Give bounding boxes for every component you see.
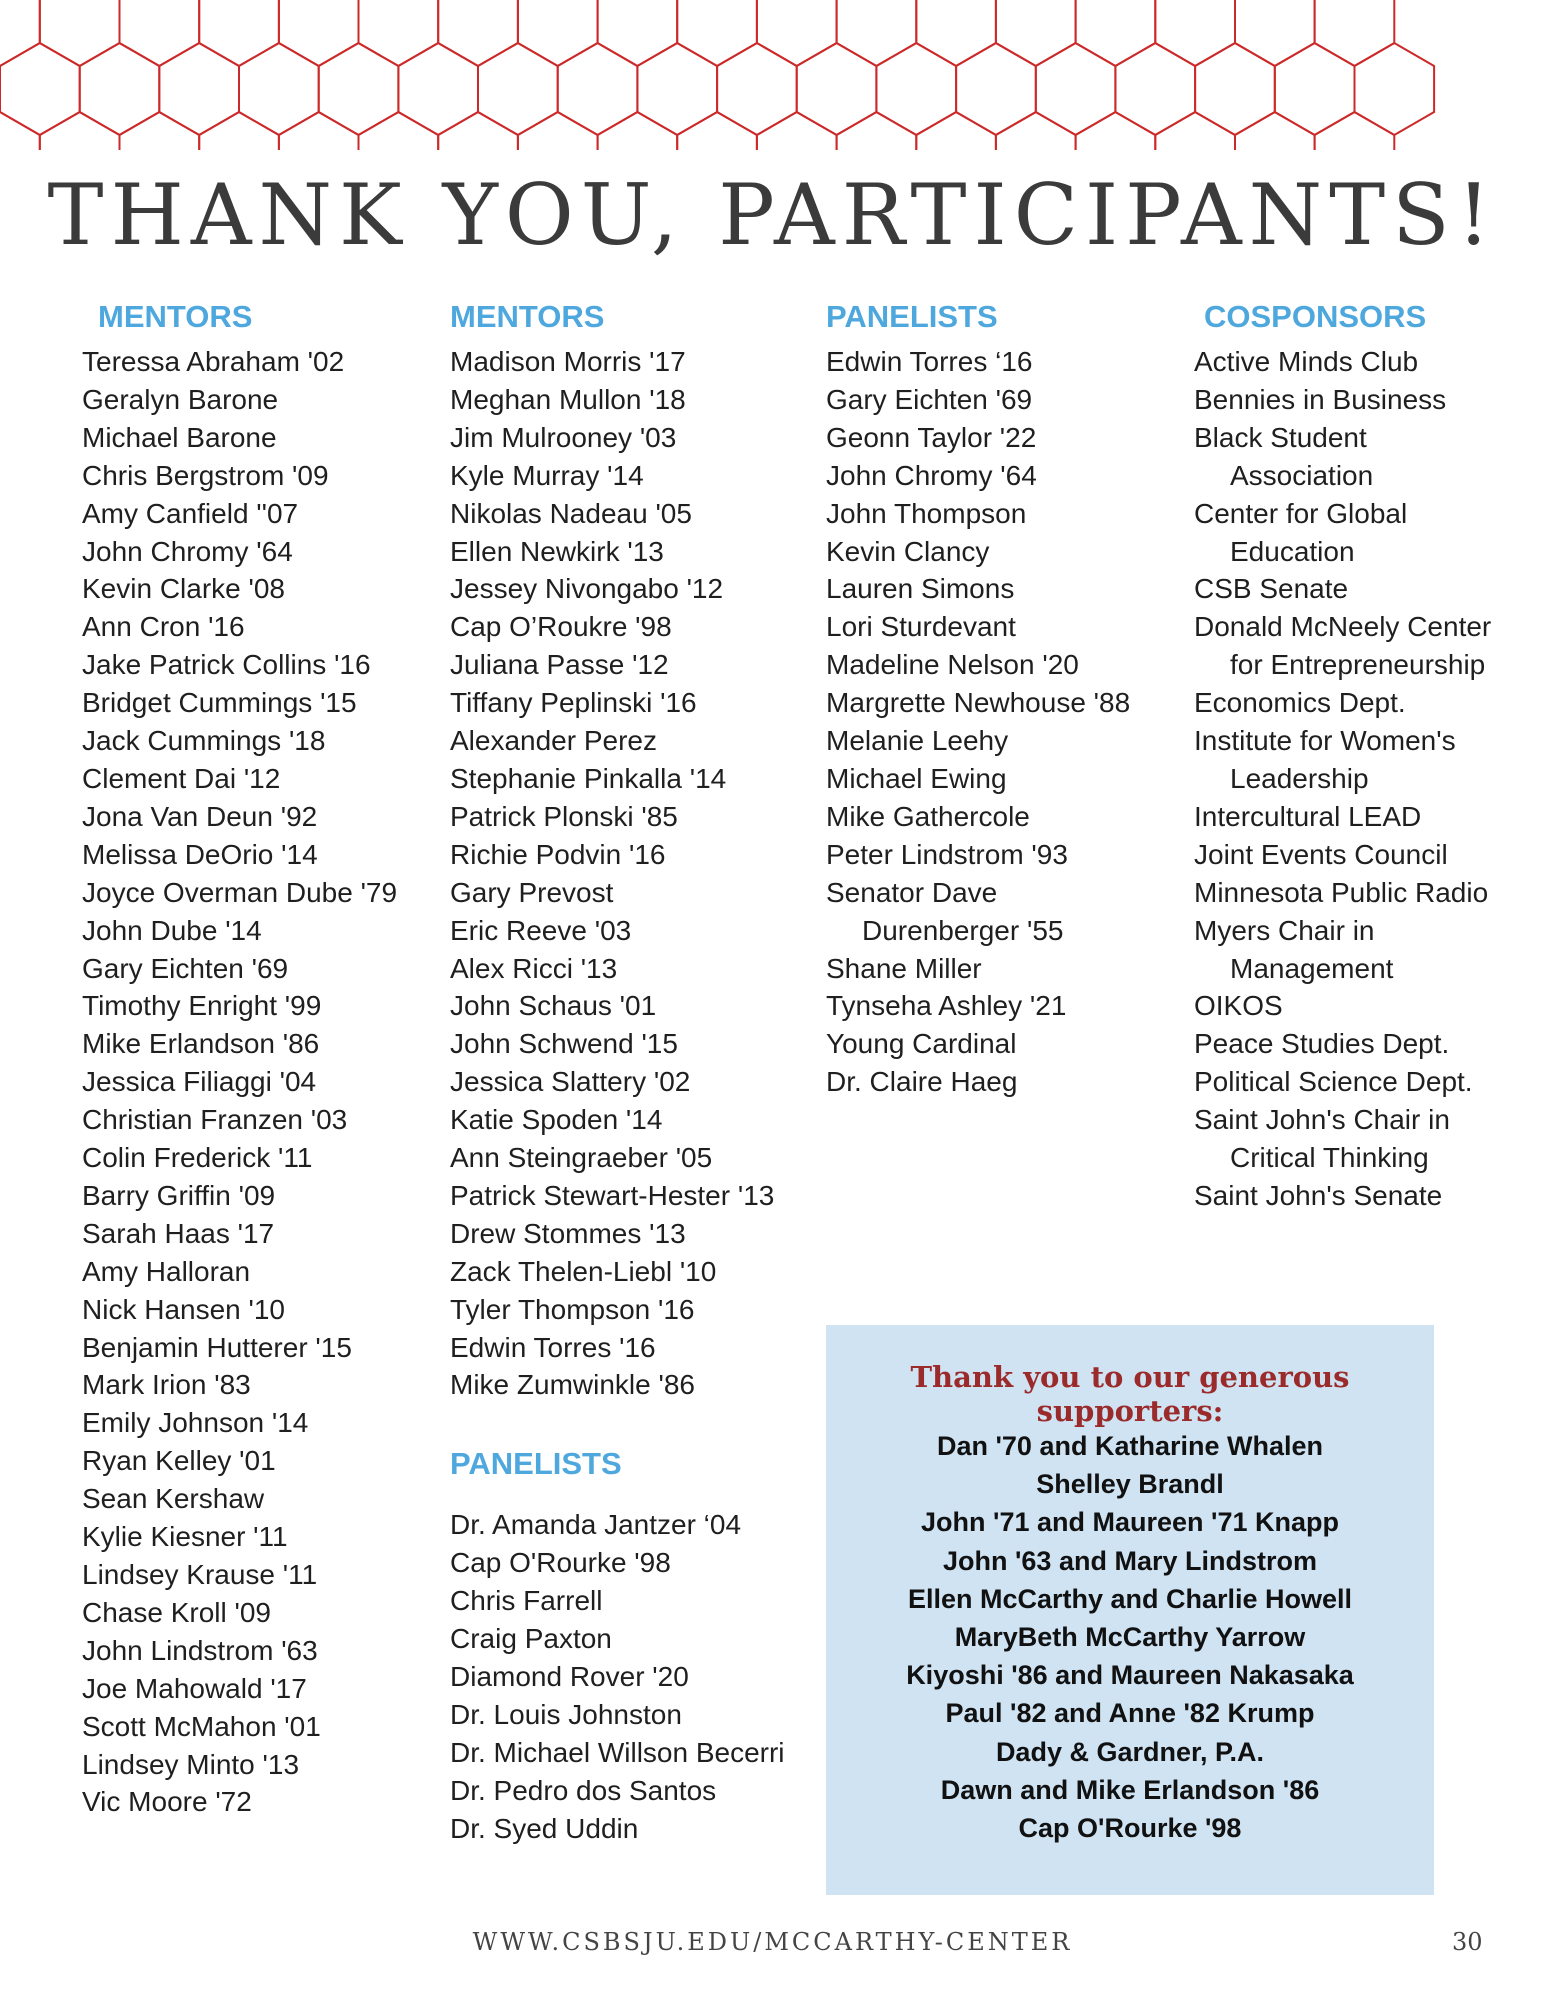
list-item: Jessey Nivongabo '12 xyxy=(450,573,724,605)
list-item: Craig Paxton xyxy=(450,1623,612,1655)
mentors-column-2 xyxy=(450,297,785,1848)
list-item: Gary Eichten '69 xyxy=(82,952,289,984)
hexagon-shape xyxy=(916,0,996,66)
list-item: MaryBeth McCarthy Yarrow xyxy=(954,1622,1306,1653)
panelists-list-2 xyxy=(450,1506,785,1847)
list-item: Alexander Perez xyxy=(450,725,658,757)
list-item: Teressa Abraham '02 xyxy=(82,346,345,377)
list-item: CSB Senate xyxy=(1194,573,1349,605)
hexagon-shape xyxy=(478,43,558,135)
hexagon-shape xyxy=(0,43,80,135)
hexagon-shape xyxy=(996,0,1076,66)
hexagon-shape xyxy=(956,43,1036,135)
list-item: Dady & Gardner, P.A. xyxy=(995,1736,1265,1767)
hexagon-shape xyxy=(757,0,837,66)
list-item: Lauren Simons xyxy=(826,573,1015,605)
list-item: Drew Stommes '13 xyxy=(450,1217,686,1249)
list-item: Kiyoshi '86 and Maureen Nakasaka xyxy=(906,1660,1354,1691)
page-title: THANK YOU, PARTICIPANTS! xyxy=(47,166,1498,264)
hexagon-shape xyxy=(319,43,399,135)
list-item: Kevin Clancy xyxy=(826,535,990,567)
list-item: Saint John's Senate xyxy=(1194,1179,1443,1211)
hexagon-shape xyxy=(837,0,917,66)
list-item: for Entrepreneurship xyxy=(1230,649,1486,681)
list-item: Young Cardinal xyxy=(826,1028,1017,1060)
list-item: Chase Kroll '09 xyxy=(82,1596,271,1628)
list-item: Saint John's Chair in xyxy=(1194,1104,1450,1136)
list-item: Shane Miller xyxy=(826,952,982,984)
list-item: Nick Hansen '10 xyxy=(82,1293,285,1325)
hexagon-shape xyxy=(717,43,797,135)
mentors-list-2 xyxy=(450,343,785,1404)
list-item: OIKOS xyxy=(1194,990,1283,1022)
list-item: Cap O'Rourke '98 xyxy=(450,1547,671,1579)
list-item: Active Minds Club xyxy=(1194,346,1419,377)
list-item: Black Student xyxy=(1194,421,1367,453)
list-item: Mike Gathercole xyxy=(826,800,1030,832)
list-item: Dr. Claire Haeg xyxy=(826,1066,1018,1098)
hexagon-shape xyxy=(159,43,239,135)
mentors-list-1 xyxy=(82,343,397,1821)
list-item: John Thompson xyxy=(826,497,1027,529)
hexagon-shape xyxy=(0,0,40,66)
hexagon-shape xyxy=(1115,43,1195,135)
hexagon-shape xyxy=(518,0,598,66)
list-item: Ellen McCarthy and Charlie Howell xyxy=(907,1583,1353,1614)
list-item: Mike Erlandson '86 xyxy=(82,1028,320,1060)
mentors-heading-2: MENTORS xyxy=(450,299,605,334)
list-item: Donald McNeely Center xyxy=(1194,611,1492,643)
list-item: Tynseha Ashley '21 xyxy=(826,990,1067,1022)
list-item: Ann Steingraeber '05 xyxy=(450,1142,713,1174)
list-item: Clement Dai '12 xyxy=(82,762,281,794)
list-item: John '63 and Mary Lindstrom xyxy=(943,1545,1317,1576)
list-item: Zack Thelen-Liebl '10 xyxy=(450,1255,717,1287)
footer-url[interactable]: WWW.CSBSJU.EDU/MCCARTHY-CENTER xyxy=(472,1928,1073,1956)
hexagon-shape xyxy=(1076,0,1156,66)
list-item: Dr. Amanda Jantzer ‘04 xyxy=(450,1509,742,1541)
hexagon-pattern xyxy=(0,0,1545,170)
list-item: Stephanie Pinkalla '14 xyxy=(450,762,727,794)
list-item: Juliana Passe '12 xyxy=(450,649,669,681)
hexagon-shape xyxy=(279,0,359,66)
list-item: Ryan Kelley '01 xyxy=(82,1445,276,1477)
hexagon-shape xyxy=(40,0,120,66)
list-item: Chris Farrell xyxy=(450,1585,603,1617)
list-item: John Schwend '15 xyxy=(450,1028,678,1060)
hexagon-shape xyxy=(438,0,518,66)
list-item: Mike Zumwinkle '86 xyxy=(450,1369,695,1401)
list-item: Dr. Pedro dos Santos xyxy=(450,1774,717,1806)
list-item: Diamond Rover '20 xyxy=(450,1661,689,1692)
hexagon-shape xyxy=(1155,0,1235,66)
list-item: Association xyxy=(1230,459,1374,491)
list-item: Emily Johnson '14 xyxy=(82,1407,309,1439)
list-item: Ann Cron '16 xyxy=(82,611,245,643)
supporters-title: Thank you to our generous supporters: xyxy=(910,1360,1350,1428)
hexagon-shape xyxy=(637,43,717,135)
page-number: 30 xyxy=(1452,1928,1483,1956)
list-item: John Dube '14 xyxy=(82,914,262,946)
list-item: Richie Podvin '16 xyxy=(450,838,666,870)
list-item: Ellen Newkirk '13 xyxy=(450,535,664,567)
list-item: Scott McMahon '01 xyxy=(82,1710,321,1742)
list-item: Margrette Newhouse '88 xyxy=(826,687,1131,719)
list-item: Dan '70 and Katharine Whalen xyxy=(936,1431,1323,1461)
list-item: Barry Griffin '09 xyxy=(82,1179,276,1211)
list-item: Chris Bergstrom '09 xyxy=(82,459,329,491)
list-item: Kylie Kiesner '11 xyxy=(82,1521,288,1553)
list-item: Geralyn Barone xyxy=(82,383,279,415)
list-item: Lori Sturdevant xyxy=(826,611,1016,643)
list-item: Christian Franzen '03 xyxy=(82,1104,348,1136)
list-item: Eric Reeve '03 xyxy=(450,914,632,946)
list-item: Minnesota Public Radio xyxy=(1194,876,1489,908)
list-item: Senator Dave xyxy=(826,876,998,908)
list-item: Paul '82 and Anne '82 Krump xyxy=(945,1698,1315,1729)
list-item: Patrick Stewart-Hester '13 xyxy=(450,1179,775,1211)
list-item: Michael Ewing xyxy=(826,762,1007,794)
cosponsors-list xyxy=(1194,343,1491,1215)
list-item: Dr. Louis Johnston xyxy=(450,1698,682,1730)
list-item: Jake Patrick Collins '16 xyxy=(82,649,371,681)
hexagon-shape xyxy=(797,43,877,135)
hexagon-shape xyxy=(199,0,279,66)
list-item: Myers Chair in xyxy=(1194,914,1375,946)
supporters-list xyxy=(826,1427,1434,1847)
list-item: John Chromy '64 xyxy=(82,535,293,567)
list-item: Melissa DeOrio '14 xyxy=(82,838,318,870)
list-item: Edwin Torres '16 xyxy=(450,1331,656,1363)
list-item: Leadership xyxy=(1230,762,1369,794)
list-item: Dr. Michael Willson Becerri xyxy=(450,1736,785,1768)
list-item: Patrick Plonski '85 xyxy=(450,800,678,832)
hexagon-shape xyxy=(558,43,638,135)
panelists-heading-2: PANELISTS xyxy=(450,1446,622,1482)
list-item: Melanie Leehy xyxy=(826,725,1009,757)
list-item: Bennies in Business xyxy=(1194,383,1447,415)
panelists-list xyxy=(826,343,1130,1101)
list-item: Jessica Filiaggi '04 xyxy=(82,1066,317,1098)
hexagon-shape xyxy=(598,0,678,66)
list-item: Vic Moore '72 xyxy=(82,1786,252,1818)
list-item: Shelley Brandl xyxy=(1036,1469,1224,1500)
list-item: Kyle Murray '14 xyxy=(450,459,644,491)
hexagon-shape xyxy=(1036,43,1116,135)
list-item: Jack Cummings '18 xyxy=(82,725,326,757)
list-item: Amy Canfield ''07 xyxy=(82,497,299,529)
list-item: Colin Frederick '11 xyxy=(82,1142,313,1174)
list-item: Bridget Cummings '15 xyxy=(82,687,357,719)
hexagon-shape xyxy=(359,0,439,66)
list-item: Jona Van Deun '92 xyxy=(82,800,318,832)
list-item: Gary Eichten '69 xyxy=(826,383,1033,415)
list-item: Cap O'Rourke '98 xyxy=(1018,1813,1242,1844)
cosponsors-column xyxy=(1194,297,1491,1215)
list-item: Peter Lindstrom '93 xyxy=(826,838,1068,870)
list-item: Institute for Women's xyxy=(1194,725,1456,757)
list-item: John Schaus '01 xyxy=(450,990,657,1022)
list-item: Lindsey Krause '11 xyxy=(82,1559,318,1590)
list-item: Management xyxy=(1230,952,1394,984)
hexagon-shape xyxy=(120,0,200,66)
list-item: Education xyxy=(1230,535,1355,567)
list-item: Jessica Slattery '02 xyxy=(450,1066,691,1098)
hexagon-shape xyxy=(1275,43,1355,135)
list-item: Michael Barone xyxy=(82,421,277,453)
hexagon-shape xyxy=(876,43,956,135)
list-item: Madeline Nelson '20 xyxy=(826,649,1079,681)
list-item: Joyce Overman Dube '79 xyxy=(82,876,398,908)
list-item: Geonn Taylor '22 xyxy=(826,421,1037,453)
list-item: Jim Mulrooney '03 xyxy=(450,421,677,453)
list-item: Joint Events Council xyxy=(1194,838,1448,870)
list-item: Dawn and Mike Erlandson '86 xyxy=(940,1774,1320,1805)
list-item: Lindsey Minto '13 xyxy=(82,1748,300,1780)
mentors-column-1 xyxy=(82,297,397,1821)
hexagon-shape xyxy=(398,43,478,135)
list-item: Economics Dept. xyxy=(1194,687,1406,719)
list-item: Benjamin Hutterer '15 xyxy=(82,1331,352,1363)
list-item: Meghan Mullon '18 xyxy=(450,383,686,415)
list-item: John '71 and Maureen '71 Knapp xyxy=(921,1507,1339,1538)
list-item: Dr. Syed Uddin xyxy=(450,1812,639,1844)
list-item: Sarah Haas '17 xyxy=(82,1217,275,1249)
panelists-heading: PANELISTS xyxy=(826,299,998,334)
hexagon-shape xyxy=(1235,0,1315,66)
list-item: Madison Morris '17 xyxy=(450,346,686,377)
list-item: Mark Irion '83 xyxy=(82,1369,251,1401)
list-item: Political Science Dept. xyxy=(1194,1066,1473,1098)
list-item: Intercultural LEAD xyxy=(1194,800,1422,832)
list-item: Durenberger '55 xyxy=(862,914,1064,946)
hexagon-shape xyxy=(1355,43,1435,135)
list-item: Gary Prevost xyxy=(450,876,614,908)
list-item: Amy Halloran xyxy=(82,1255,251,1287)
list-item: Tiffany Peplinski '16 xyxy=(450,687,697,719)
supporters-box xyxy=(826,1325,1434,1895)
hexagon-shape xyxy=(80,43,160,135)
hexagon-shape xyxy=(1315,0,1395,66)
list-item: Cap O’Roukre '98 xyxy=(450,611,672,643)
list-item: Kevin Clarke '08 xyxy=(82,573,285,605)
cosponsors-heading: COSPONSORS xyxy=(1204,299,1427,334)
list-item: Tyler Thompson '16 xyxy=(450,1293,695,1325)
list-item: Edwin Torres ‘16 xyxy=(826,346,1033,377)
hexagon-shape xyxy=(677,0,757,66)
list-item: Center for Global xyxy=(1194,497,1408,529)
list-item: Joe Mahowald '17 xyxy=(82,1672,307,1704)
list-item: Timothy Enright '99 xyxy=(82,990,322,1022)
panelists-column xyxy=(826,297,1130,1101)
list-item: John Chromy '64 xyxy=(826,459,1037,491)
list-item: Peace Studies Dept. xyxy=(1194,1028,1450,1060)
list-item: Nikolas Nadeau '05 xyxy=(450,497,692,529)
list-item: John Lindstrom '63 xyxy=(82,1634,318,1666)
list-item: Critical Thinking xyxy=(1230,1142,1429,1174)
list-item: Katie Spoden '14 xyxy=(450,1104,663,1136)
hexagon-shape xyxy=(239,43,319,135)
list-item: Alex Ricci '13 xyxy=(450,952,618,984)
hexagon-shape xyxy=(1195,43,1275,135)
list-item: Sean Kershaw xyxy=(82,1483,265,1515)
mentors-heading-1: MENTORS xyxy=(98,299,253,334)
